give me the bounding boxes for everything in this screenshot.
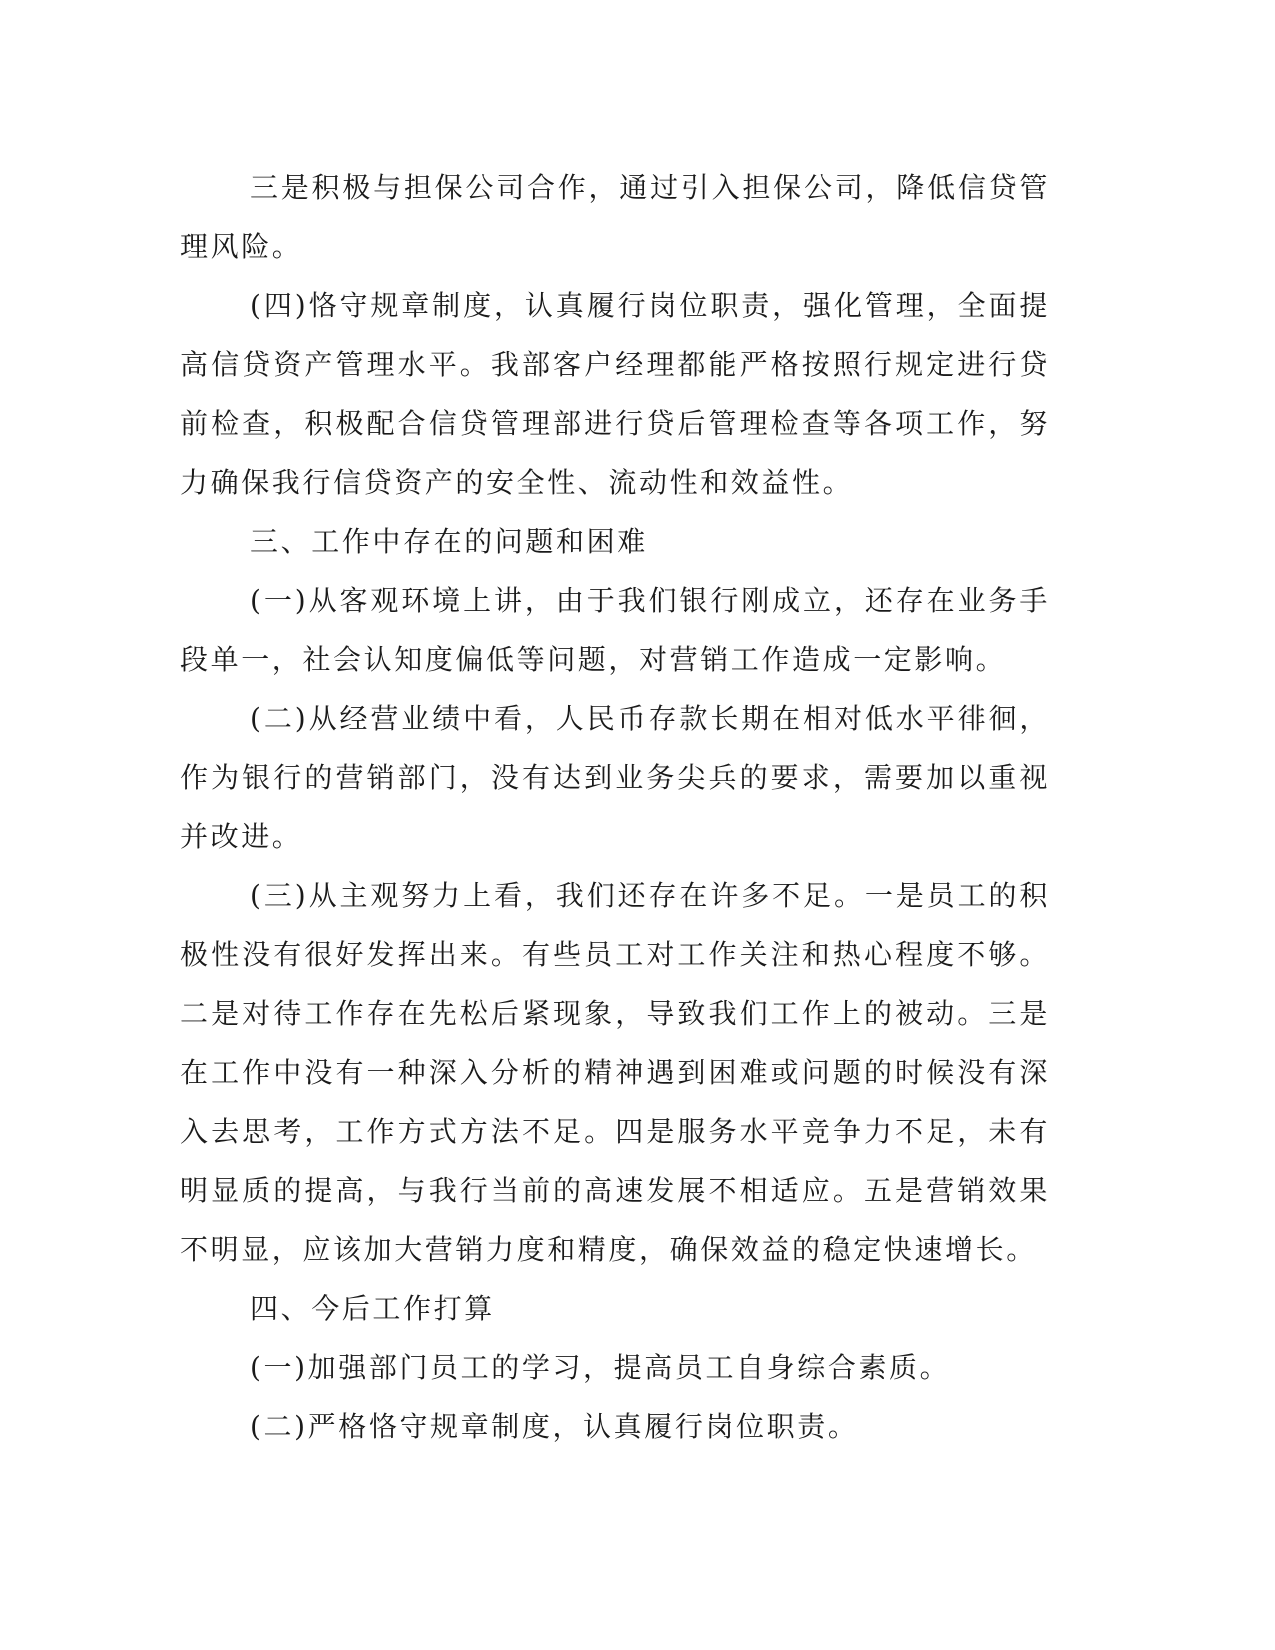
section-heading-future-plans: 四、今后工作打算 xyxy=(250,1292,495,1325)
paragraph-guarantee-cooperation: 三是积极与担保公司合作，通过引入担保公司，降低信贷管理风险。 xyxy=(180,171,1050,263)
paragraph-compliance-management: (四)恪守规章制度，认真履行岗位职责，强化管理，全面提高信贷资产管理水平。我部客户经理都能严格按照行规定进行贷前检查，积极配合信贷管理部进行贷后管理检查等各项工作，努力确保我行信贷资产的安全性、流动性和效益性。 xyxy=(180,289,1050,499)
paragraph-problem-performance: (二)从经营业绩中看，人民币存款长期在相对低水平徘徊，作为银行的营销部门，没有达到业务尖兵的要求，需要加以重视并改进。 xyxy=(180,702,1050,853)
paragraph-plan-learning: (一)加强部门员工的学习，提高员工自身综合素质。 xyxy=(250,1351,951,1384)
document-body xyxy=(180,158,1050,1456)
paragraph-problem-subjective: (三)从主观努力上看，我们还存在许多不足。一是员工的积极性没有很好发挥出来。有些员工对工作关注和热心程度不够。二是对待工作存在先松后紧现象，导致我们工作上的被动。三是在工作中没有一种深入分析的精神遇到困难或问题的时候没有深入去思考，工作方式方法不足。四是服务水平竞争力不足，未有明显质的提高，与我行当前的高速发展不相适应。五是营销效果不明显，应该加大营销力度和精度，确保效益的稳定快速增长。 xyxy=(180,879,1050,1266)
section-heading-problems: 三、工作中存在的问题和困难 xyxy=(250,525,648,558)
paragraph-problem-environment: (一)从客观环境上讲，由于我们银行刚成立，还存在业务手段单一，社会认知度偏低等问题，对营销工作造成一定影响。 xyxy=(180,584,1050,676)
paragraph-plan-compliance: (二)严格恪守规章制度，认真履行岗位职责。 xyxy=(250,1410,859,1443)
